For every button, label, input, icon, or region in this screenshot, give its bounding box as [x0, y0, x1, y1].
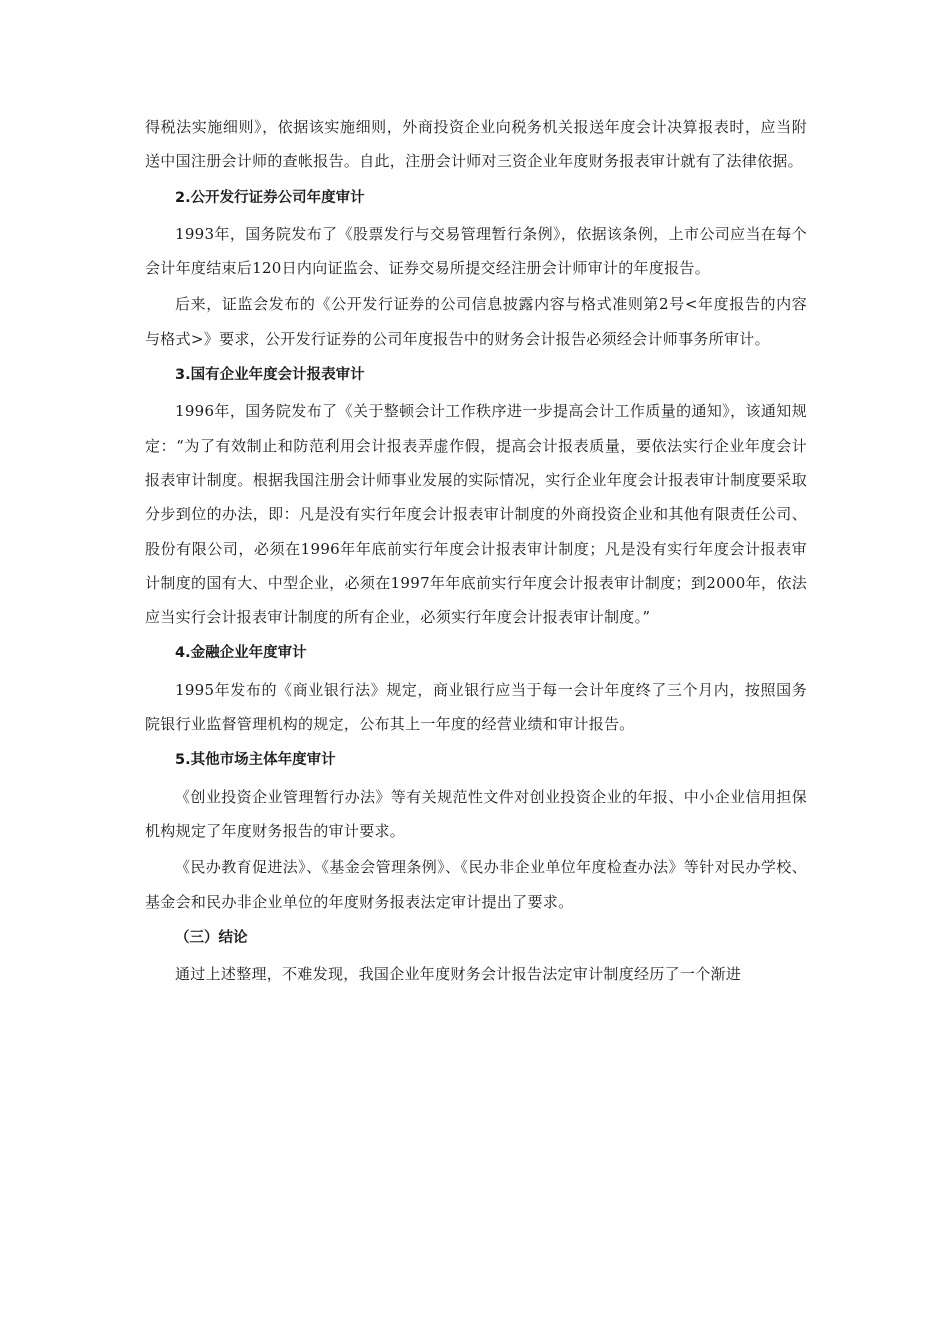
- paragraph: 通过上述整理，不难发现，我国企业年度财务会计报告法定审计制度经历了一个渐进: [175, 965, 742, 984]
- section-heading: 3.国有企业年度会计报表审计: [175, 367, 365, 384]
- section-heading: （三）结论: [175, 929, 248, 946]
- paragraph: 1995年发布的《商业银行法》规定，商业银行应当于每一会计年度终了三个月内，按照国务院银行业监督管理机构的规定，公布其上一年度的经营业绩和审计报告。: [145, 680, 807, 734]
- paragraph: 后来，证监会发布的《公开发行证券的公司信息披露内容与格式准则第2号<年度报告的内容与格式>》要求，公开发行证券的公司年度报告中的财务会计报告必须经会计师事务所审计。: [145, 295, 807, 348]
- document-body: [145, 110, 807, 993]
- paragraph: 得税法实施细则》，依据该实施细则，外商投资企业向税务机关报送年度会计决算报表时，应当附送中国注册会计师的查帐报告。自此，注册会计师对三资企业年度财务报表审计就有了法律依据。: [145, 118, 807, 171]
- section-heading: 5.其他市场主体年度审计: [175, 752, 336, 769]
- section-heading: 2.公开发行证券公司年度审计: [175, 189, 365, 206]
- paragraph: 《民办教育促进法》、《基金会管理条例》、《民办非企业单位年度检查办法》等针对民办学校、基金会和民办非企业单位的年度财务报表法定审计提出了要求。: [145, 858, 807, 911]
- section-heading: 4.金融企业年度审计: [175, 645, 307, 662]
- paragraph: 《创业投资企业管理暂行办法》等有关规范性文件对创业投资企业的年报、中小企业信用担保机构规定了年度财务报告的审计要求。: [145, 787, 807, 840]
- paragraph: 1996年，国务院发布了《关于整顿会计工作秩序进一步提高会计工作质量的通知》，该通知规定：“为了有效制止和防范利用会计报表弄虚作假，提高会计报表质量，要依法实行企业年度会计报表审计制度。根据我国注册会计师事业发展的实际情况，实行企业年度会计报表审计制度要采取分步到位的办法，即：凡是没有实行年度会计报表审计制度的外商投资企业和其他有限责任公司、股份有限公司，必须在1996年年底前实行年度会计报表审计制度；凡是没有实行年度会计报表审计制度的国有大、中型企业，必须在1997年年底前实行年度会计报表审计制度；到2000年，依法应当实行会计报表审计制度的所有企业，必须实行年度会计报表审计制度。”: [145, 402, 807, 627]
- paragraph: 1993年，国务院发布了《股票发行与交易管理暂行条例》，依据该条例，上市公司应当在每个会计年度结束后120日内向证监会、证券交易所提交经注册会计师审计的年度报告。: [145, 224, 807, 278]
